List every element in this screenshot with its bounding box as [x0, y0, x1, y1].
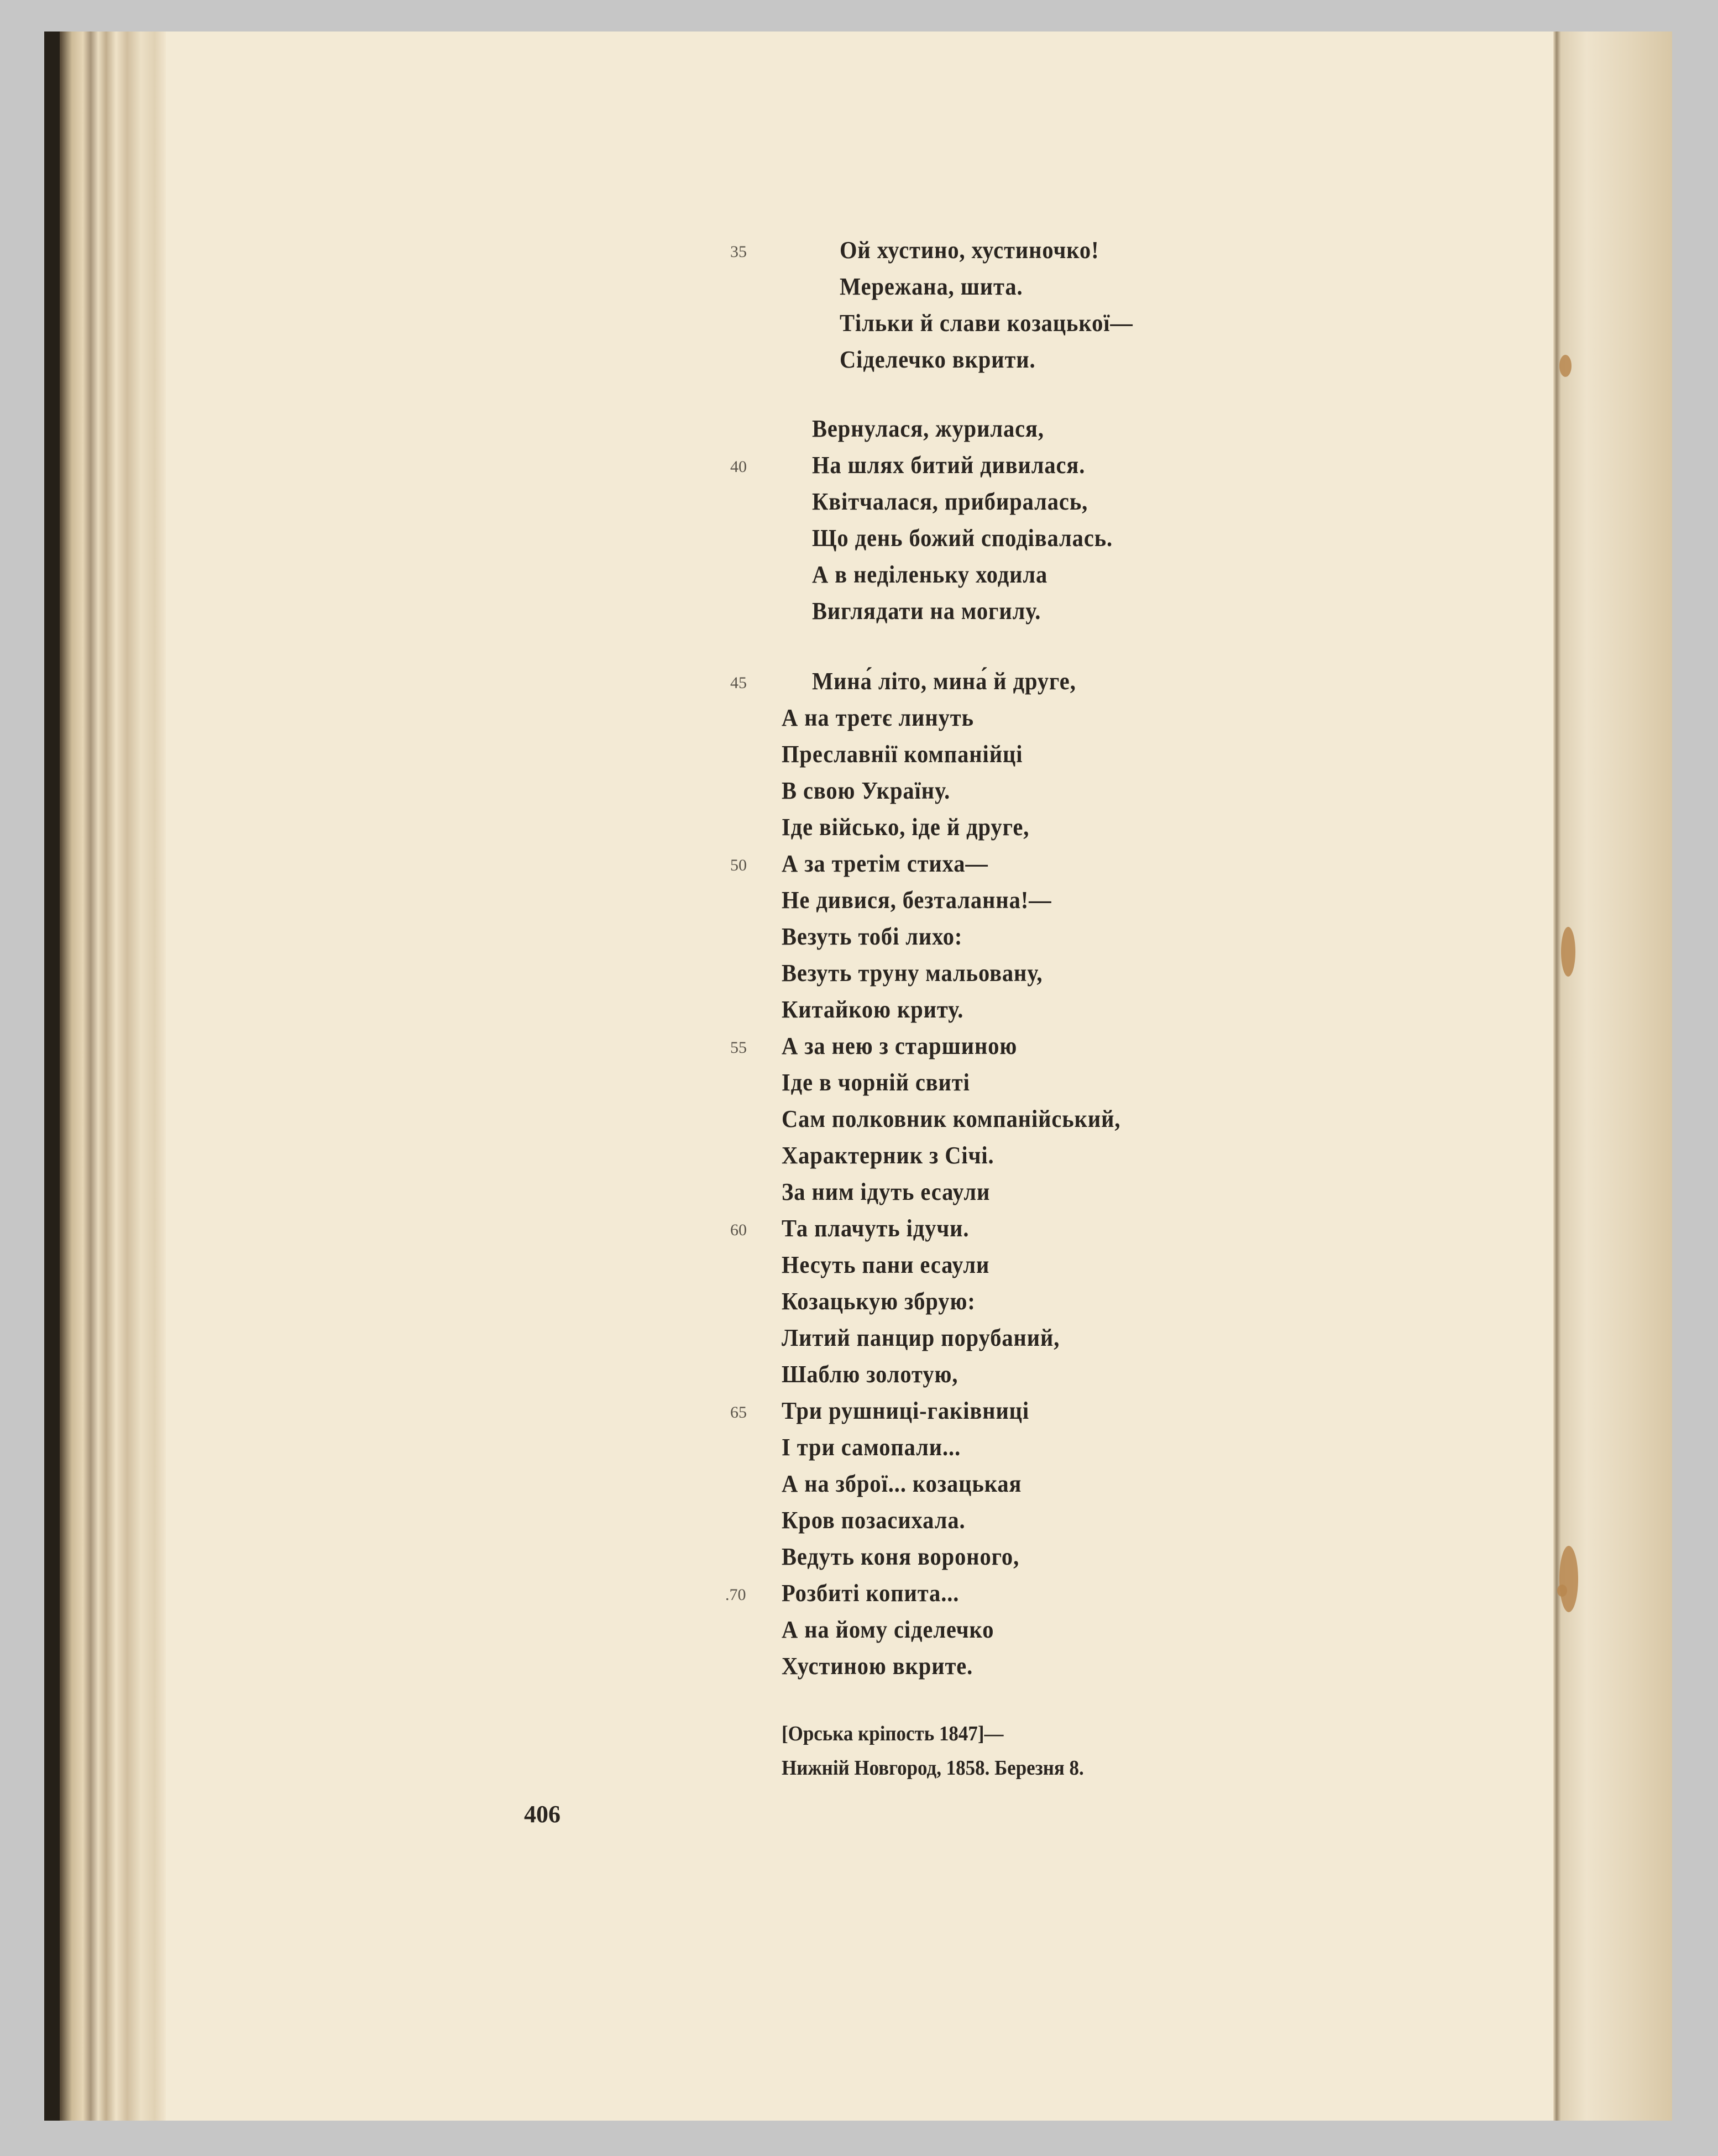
verse-line: На шлях битий дивилася.: [812, 452, 1086, 479]
verse-line: А в неділеньку ходила: [812, 561, 1048, 588]
verse-line: Хустиною вкрите.: [782, 1653, 973, 1680]
line-number: 40: [730, 458, 747, 476]
colophon-place-date: Нижній Новгород, 1858. Березня 8.: [782, 1756, 1084, 1780]
verse-line: Ой хустино, хустиночко!: [840, 237, 1099, 264]
verse-line: Не дивися, безталанна!—: [782, 886, 1052, 914]
verse-line: Та плачуть ідучи.: [782, 1215, 970, 1242]
verse-line: Везуть труну мальовану,: [782, 959, 1043, 987]
line-number: 55: [730, 1038, 747, 1057]
verse-line: Тільки й слави козацької—: [840, 310, 1133, 337]
verse-line: Виглядати на могилу.: [812, 597, 1041, 625]
verse-line: Три рушниці-гаківниці: [782, 1397, 1030, 1424]
verse-line: Китайкою криту.: [782, 996, 964, 1023]
binding-shadow: [44, 32, 60, 2121]
verse-line: Вернулася, журилася,: [812, 415, 1044, 442]
verse-line: Кров позасихала.: [782, 1507, 966, 1534]
verse-line: А за третім стиха—: [782, 850, 988, 877]
verse-line: А на третє линуть: [782, 704, 974, 731]
verse-line: Сам полковник компанійський,: [782, 1105, 1121, 1132]
verse-line: А на зброї... козацькая: [782, 1470, 1022, 1497]
foxing-stain: [1559, 1546, 1578, 1612]
verse-line: Мережана, шита.: [840, 273, 1023, 300]
verse-line: В свою Україну.: [782, 777, 951, 804]
verse-line: Ведуть коня вороного,: [782, 1543, 1020, 1570]
facing-page-edge: [1553, 32, 1672, 2121]
book-spine: [44, 32, 166, 2121]
line-number: 35: [730, 243, 747, 261]
foxing-stain: [1559, 355, 1572, 377]
verse-line: Квітчалася, прибиралась,: [812, 488, 1088, 515]
line-number: 65: [730, 1403, 747, 1421]
verse-line: Розбиті копита...: [782, 1580, 960, 1607]
book-page-scan: [44, 32, 1672, 2121]
verse-line: Іде в чорній свиті: [782, 1069, 970, 1096]
verse-line: Козацькую збрую:: [782, 1288, 976, 1315]
verse-line: Що день божий сподівалась.: [812, 524, 1113, 552]
verse-line: А на йому сіделечко: [782, 1616, 994, 1643]
foxing-stain: [1561, 927, 1575, 977]
verse-line: Сіделечко вкрити.: [840, 346, 1036, 373]
verse-line: Литий панцир порубаний,: [782, 1324, 1060, 1351]
foxing-stain: [1557, 1585, 1567, 1597]
verse-line: А за нею з старшиною: [782, 1032, 1018, 1059]
verse-line: Шаблю золотую,: [782, 1361, 958, 1388]
line-number: 45: [730, 674, 747, 692]
verse-line: Везуть тобі лихо:: [782, 923, 963, 950]
verse-line: І три самопали...: [782, 1434, 961, 1461]
verse-line: За ним ідуть есаули: [782, 1178, 991, 1205]
line-number: 60: [730, 1221, 747, 1239]
line-number: .70: [725, 1586, 746, 1604]
verse-line: Преславнії компанійці: [782, 741, 1023, 768]
verse-line: Іде військо, іде й друге,: [782, 814, 1030, 841]
colophon-place-date: [Орська кріпость 1847]—: [782, 1722, 1004, 1745]
line-number: 50: [730, 856, 747, 874]
page-number: 406: [524, 1801, 561, 1828]
verse-line: Характерник з Січі.: [782, 1142, 994, 1169]
verse-line: Несуть пани есаули: [782, 1251, 990, 1278]
verse-line: Мина́ літо, мина́ й друге,: [812, 668, 1076, 695]
